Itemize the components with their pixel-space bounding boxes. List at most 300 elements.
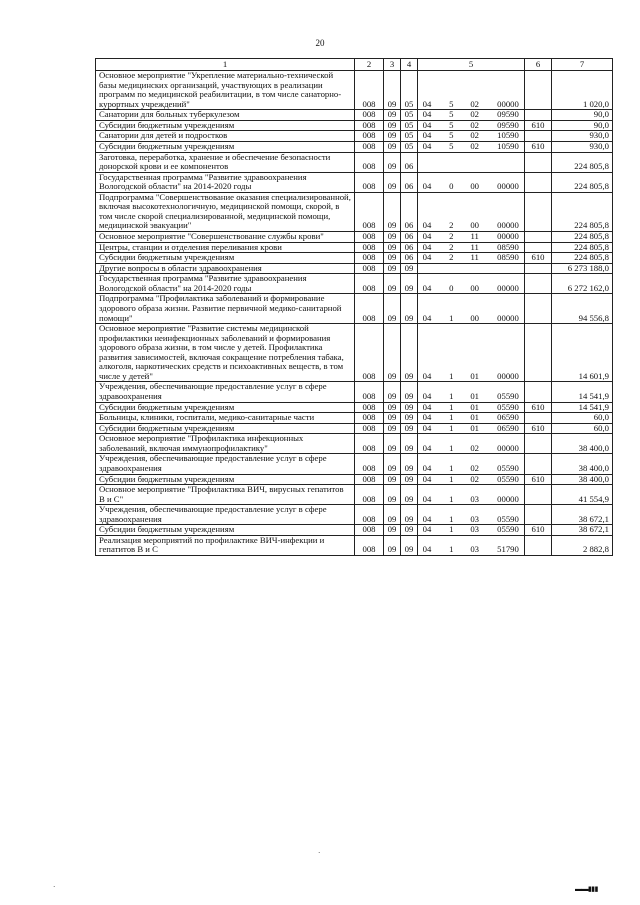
row-expense-type bbox=[525, 324, 552, 382]
row-ministry-code: 008 bbox=[355, 172, 384, 192]
column-header: 7 bbox=[552, 59, 613, 71]
row-expense-type bbox=[525, 192, 552, 231]
target-article-part: 08590 bbox=[497, 242, 519, 252]
row-amount: 94 556,8 bbox=[552, 294, 613, 324]
target-article-part: 1 bbox=[449, 423, 454, 433]
row-ministry-code: 008 bbox=[355, 402, 384, 413]
target-article-part: 1 bbox=[449, 474, 454, 484]
target-article-part: 2 bbox=[449, 220, 454, 231]
target-article-part: 05590 bbox=[497, 402, 519, 412]
row-section-code: 09 bbox=[384, 120, 401, 131]
target-article-part: 00000 bbox=[497, 493, 519, 504]
table-row bbox=[96, 131, 613, 142]
target-article-part: 11 bbox=[470, 252, 479, 263]
target-article-part: 04 bbox=[422, 220, 432, 231]
target-article-part: 1 bbox=[449, 391, 454, 401]
row-name: Учреждения, обеспечивающие предоставление услуг в сфере здравоохранения bbox=[96, 454, 355, 474]
row-target-article bbox=[418, 120, 525, 131]
row-expense-type bbox=[525, 413, 552, 424]
target-article-part: 02 bbox=[470, 130, 479, 141]
row-amount: 14 541,9 bbox=[552, 382, 613, 402]
target-article-part: 01 bbox=[470, 412, 479, 423]
row-name: Больницы, клиники, госпитали, медико-санитарные части bbox=[96, 413, 355, 424]
scan-mark: ▬▬▮▮▮ bbox=[574, 885, 598, 893]
row-name: Основное мероприятие "Профилактика ВИЧ, вирусных гепатитов В и С" bbox=[96, 485, 355, 505]
row-amount: 224 805,8 bbox=[552, 192, 613, 231]
table-row bbox=[96, 274, 613, 294]
table-row bbox=[96, 263, 613, 274]
target-article-part: 1 bbox=[449, 524, 454, 535]
target-article-part: 03 bbox=[470, 493, 479, 504]
row-section-code: 09 bbox=[384, 423, 401, 434]
row-amount: 38 400,0 bbox=[552, 474, 613, 485]
table-row bbox=[96, 434, 613, 454]
target-article-part: 04 bbox=[422, 524, 432, 535]
row-target-article bbox=[418, 402, 525, 413]
row-subsection-code: 06 bbox=[401, 253, 418, 264]
row-amount: 38 672,1 bbox=[552, 525, 613, 536]
row-section-code: 09 bbox=[384, 485, 401, 505]
row-section-code: 09 bbox=[384, 505, 401, 525]
target-article-part: 00000 bbox=[497, 312, 519, 323]
row-ministry-code: 008 bbox=[355, 110, 384, 121]
row-subsection-code: 09 bbox=[401, 263, 418, 274]
row-target-article bbox=[418, 242, 525, 253]
scan-speck: · bbox=[53, 883, 56, 891]
target-article-part: 51790 bbox=[497, 544, 519, 555]
row-section-code: 09 bbox=[384, 402, 401, 413]
row-section-code: 09 bbox=[384, 274, 401, 294]
row-amount: 38 672,1 bbox=[552, 505, 613, 525]
row-section-code: 09 bbox=[384, 172, 401, 192]
row-ministry-code: 008 bbox=[355, 294, 384, 324]
table-row bbox=[96, 172, 613, 192]
row-expense-type bbox=[525, 242, 552, 253]
row-name: Основное мероприятие "Развитие системы медицинской профилактики неинфекционных заболеваний и формирования здорового образа жизни, в том числе у детей. Профилактика развития зависимостей, включая сокращение потребления табака, алкоголя, наркотических средств и психоактивных веществ, в том числе у детей" bbox=[96, 324, 355, 382]
table-row bbox=[96, 423, 613, 434]
target-article-part: 05590 bbox=[497, 513, 519, 524]
target-article-part: 5 bbox=[449, 109, 454, 120]
row-subsection-code: 05 bbox=[401, 131, 418, 142]
target-article-part: 04 bbox=[422, 402, 432, 412]
target-article-part: 04 bbox=[422, 109, 432, 120]
table-row bbox=[96, 192, 613, 231]
target-article-part: 04 bbox=[422, 370, 432, 381]
row-name: Санатории для детей и подростков bbox=[96, 131, 355, 142]
row-ministry-code: 008 bbox=[355, 263, 384, 274]
row-ministry-code: 008 bbox=[355, 253, 384, 264]
table-row bbox=[96, 454, 613, 474]
target-article-part: 09590 bbox=[497, 109, 519, 120]
target-article-part: 1 bbox=[449, 493, 454, 504]
target-article-part: 00000 bbox=[497, 98, 519, 109]
target-article-part: 05590 bbox=[497, 391, 519, 401]
row-amount: 224 805,8 bbox=[552, 232, 613, 243]
row-expense-type: 610 bbox=[525, 253, 552, 264]
target-article-part: 06590 bbox=[497, 423, 519, 433]
target-article-part: 00 bbox=[470, 220, 479, 231]
row-amount: 2 882,8 bbox=[552, 535, 613, 555]
row-name: Субсидии бюджетным учреждениям bbox=[96, 402, 355, 413]
row-name: Центры, станции и отделения переливания крови bbox=[96, 242, 355, 253]
row-name: Основное мероприятие "Укрепление материально-технической базы медицинских организаций, участвующих в реализации программ по медицинской реабилитации, в том числе санаторно-курортных учреждений" bbox=[96, 71, 355, 110]
row-subsection-code: 09 bbox=[401, 474, 418, 485]
target-article-part: 5 bbox=[449, 98, 454, 109]
row-ministry-code: 008 bbox=[355, 434, 384, 454]
column-header: 6 bbox=[525, 59, 552, 71]
target-article-part: 04 bbox=[422, 544, 432, 555]
target-article-part: 1 bbox=[449, 462, 454, 473]
target-article-part: 05590 bbox=[497, 462, 519, 473]
table-row bbox=[96, 525, 613, 536]
target-article-part: 04 bbox=[422, 312, 432, 323]
row-name: Государственная программа "Развитие здравоохранения Вологодской области" на 2014-2020 годы bbox=[96, 274, 355, 294]
row-name: Учреждения, обеспечивающие предоставление услуг в сфере здравоохранения bbox=[96, 382, 355, 402]
row-target-article bbox=[418, 131, 525, 142]
row-name: Субсидии бюджетным учреждениям bbox=[96, 141, 355, 152]
target-article-part: 00 bbox=[470, 181, 479, 192]
row-expense-type: 610 bbox=[525, 525, 552, 536]
target-article-part: 1 bbox=[449, 370, 454, 381]
row-subsection-code: 05 bbox=[401, 141, 418, 152]
table-row bbox=[96, 71, 613, 110]
row-target-article bbox=[418, 152, 525, 172]
row-amount: 224 805,8 bbox=[552, 152, 613, 172]
row-amount: 224 805,8 bbox=[552, 253, 613, 264]
row-target-article bbox=[418, 274, 525, 294]
row-expense-type: 610 bbox=[525, 141, 552, 152]
target-article-part: 5 bbox=[449, 130, 454, 141]
target-article-part: 04 bbox=[422, 120, 432, 130]
row-subsection-code: 06 bbox=[401, 152, 418, 172]
row-amount: 14 601,9 bbox=[552, 324, 613, 382]
row-section-code: 09 bbox=[384, 525, 401, 536]
row-section-code: 09 bbox=[384, 71, 401, 110]
target-article-part: 04 bbox=[422, 242, 432, 252]
row-target-article bbox=[418, 110, 525, 121]
row-section-code: 09 bbox=[384, 474, 401, 485]
row-expense-type bbox=[525, 485, 552, 505]
target-article-part: 02 bbox=[470, 474, 479, 484]
target-article-part: 00000 bbox=[497, 181, 519, 192]
table-row bbox=[96, 294, 613, 324]
row-name: Субсидии бюджетным учреждениям bbox=[96, 423, 355, 434]
row-subsection-code: 09 bbox=[401, 434, 418, 454]
row-amount: 1 020,0 bbox=[552, 71, 613, 110]
target-article-part: 06590 bbox=[497, 412, 519, 423]
row-expense-type bbox=[525, 232, 552, 243]
row-name: Санатории для больных туберкулезом bbox=[96, 110, 355, 121]
table-row bbox=[96, 413, 613, 424]
row-expense-type bbox=[525, 535, 552, 555]
target-article-part: 04 bbox=[422, 493, 432, 504]
target-article-part: 04 bbox=[422, 282, 432, 293]
row-subsection-code: 05 bbox=[401, 110, 418, 121]
target-article-part: 08590 bbox=[497, 252, 519, 263]
table-row bbox=[96, 110, 613, 121]
row-subsection-code: 09 bbox=[401, 423, 418, 434]
row-name: Заготовка, переработка, хранение и обеспечение безопасности донорской крови и ее компонентов bbox=[96, 152, 355, 172]
row-ministry-code: 008 bbox=[355, 535, 384, 555]
row-name: Государственная программа "Развитие здравоохранения Вологодской области" на 2014-2020 годы bbox=[96, 172, 355, 192]
row-target-article bbox=[418, 413, 525, 424]
row-section-code: 09 bbox=[384, 131, 401, 142]
row-name: Подпрограмма "Профилактика заболеваний и формирование здорового образа жизни. Развитие первичной медико-санитарной помощи" bbox=[96, 294, 355, 324]
row-target-article bbox=[418, 485, 525, 505]
target-article-part: 01 bbox=[470, 402, 479, 412]
row-subsection-code: 06 bbox=[401, 172, 418, 192]
column-header: 5 bbox=[418, 59, 525, 71]
target-article-part: 0 bbox=[449, 181, 454, 192]
target-article-part: 02 bbox=[470, 141, 479, 151]
row-section-code: 09 bbox=[384, 324, 401, 382]
row-target-article bbox=[418, 141, 525, 152]
target-article-part: 03 bbox=[470, 524, 479, 535]
row-ministry-code: 008 bbox=[355, 324, 384, 382]
row-name: Субсидии бюджетным учреждениям bbox=[96, 474, 355, 485]
row-amount: 6 273 188,0 bbox=[552, 263, 613, 274]
row-amount: 6 272 162,0 bbox=[552, 274, 613, 294]
row-section-code: 09 bbox=[384, 294, 401, 324]
row-ministry-code: 008 bbox=[355, 120, 384, 131]
row-subsection-code: 06 bbox=[401, 232, 418, 243]
target-article-part: 1 bbox=[449, 544, 454, 555]
row-subsection-code: 05 bbox=[401, 71, 418, 110]
row-subsection-code: 09 bbox=[401, 413, 418, 424]
table-row bbox=[96, 402, 613, 413]
target-article-part: 00000 bbox=[497, 442, 519, 453]
target-article-part: 1 bbox=[449, 412, 454, 423]
row-target-article bbox=[418, 423, 525, 434]
target-article-part: 04 bbox=[422, 181, 432, 192]
target-article-part: 2 bbox=[449, 231, 454, 241]
target-article-part: 5 bbox=[449, 120, 454, 130]
table-row bbox=[96, 382, 613, 402]
table-row bbox=[96, 242, 613, 253]
target-article-part: 01 bbox=[470, 391, 479, 401]
row-target-article bbox=[418, 454, 525, 474]
table-row bbox=[96, 120, 613, 131]
row-subsection-code: 09 bbox=[401, 294, 418, 324]
row-amount: 224 805,8 bbox=[552, 242, 613, 253]
target-article-part: 03 bbox=[470, 513, 479, 524]
row-subsection-code: 09 bbox=[401, 382, 418, 402]
row-subsection-code: 09 bbox=[401, 535, 418, 555]
row-subsection-code: 09 bbox=[401, 454, 418, 474]
target-article-part: 2 bbox=[449, 242, 454, 252]
row-ministry-code: 008 bbox=[355, 423, 384, 434]
target-article-part: 00000 bbox=[497, 370, 519, 381]
row-name: Подпрограмма "Совершенствование оказания специализированной, включая высокотехнологичную, медицинской помощи, скорой, в том числе скорой специализированной, медицинской помощи, медицинской эвакуации" bbox=[96, 192, 355, 231]
row-amount: 60,0 bbox=[552, 423, 613, 434]
row-ministry-code: 008 bbox=[355, 474, 384, 485]
row-section-code: 09 bbox=[384, 152, 401, 172]
target-article-part: 10590 bbox=[497, 141, 519, 151]
target-article-part: 04 bbox=[422, 423, 432, 433]
target-article-part: 04 bbox=[422, 462, 432, 473]
scan-speck: · bbox=[318, 849, 321, 857]
row-target-article bbox=[418, 324, 525, 382]
target-article-part: 09590 bbox=[497, 120, 519, 130]
table-row bbox=[96, 141, 613, 152]
table-row bbox=[96, 324, 613, 382]
target-article-part: 04 bbox=[422, 252, 432, 263]
row-section-code: 09 bbox=[384, 413, 401, 424]
row-expense-type: 610 bbox=[525, 474, 552, 485]
row-target-article bbox=[418, 382, 525, 402]
row-target-article bbox=[418, 505, 525, 525]
row-expense-type bbox=[525, 263, 552, 274]
page-number: 20 bbox=[315, 38, 325, 48]
row-target-article bbox=[418, 434, 525, 454]
target-article-part: 04 bbox=[422, 141, 432, 151]
row-amount: 90,0 bbox=[552, 110, 613, 121]
table-row bbox=[96, 232, 613, 243]
table-row bbox=[96, 535, 613, 555]
target-article-part: 04 bbox=[422, 391, 432, 401]
target-article-part: 04 bbox=[422, 474, 432, 484]
table-row bbox=[96, 474, 613, 485]
target-article-part: 04 bbox=[422, 231, 432, 241]
row-name: Основное мероприятие "Профилактика инфекционных заболеваний, включая иммунопрофилактику" bbox=[96, 434, 355, 454]
row-target-article bbox=[418, 71, 525, 110]
row-expense-type bbox=[525, 131, 552, 142]
target-article-part: 00000 bbox=[497, 220, 519, 231]
row-subsection-code: 06 bbox=[401, 242, 418, 253]
row-target-article bbox=[418, 535, 525, 555]
row-expense-type: 610 bbox=[525, 423, 552, 434]
row-target-article bbox=[418, 474, 525, 485]
column-header: 4 bbox=[401, 59, 418, 71]
row-ministry-code: 008 bbox=[355, 192, 384, 231]
row-section-code: 09 bbox=[384, 434, 401, 454]
row-subsection-code: 09 bbox=[401, 274, 418, 294]
target-article-part: 02 bbox=[470, 98, 479, 109]
row-amount: 38 400,0 bbox=[552, 434, 613, 454]
target-article-part: 04 bbox=[422, 412, 432, 423]
row-section-code: 09 bbox=[384, 382, 401, 402]
row-amount: 930,0 bbox=[552, 141, 613, 152]
target-article-part: 10590 bbox=[497, 130, 519, 141]
target-article-part: 01 bbox=[470, 423, 479, 433]
table-row bbox=[96, 152, 613, 172]
row-name: Реализация мероприятий по профилактике ВИЧ-инфекции и гепатитов В и С bbox=[96, 535, 355, 555]
target-article-part: 04 bbox=[422, 442, 432, 453]
row-name: Субсидии бюджетным учреждениям bbox=[96, 525, 355, 536]
target-article-part: 0 bbox=[449, 282, 454, 293]
row-subsection-code: 09 bbox=[401, 505, 418, 525]
row-expense-type bbox=[525, 152, 552, 172]
row-ministry-code: 008 bbox=[355, 71, 384, 110]
table-row bbox=[96, 485, 613, 505]
target-article-part: 11 bbox=[470, 231, 479, 241]
row-section-code: 09 bbox=[384, 253, 401, 264]
row-subsection-code: 06 bbox=[401, 192, 418, 231]
row-expense-type bbox=[525, 454, 552, 474]
row-amount: 41 554,9 bbox=[552, 485, 613, 505]
row-section-code: 09 bbox=[384, 110, 401, 121]
row-section-code: 09 bbox=[384, 535, 401, 555]
row-section-code: 09 bbox=[384, 263, 401, 274]
row-subsection-code: 09 bbox=[401, 485, 418, 505]
target-article-part: 1 bbox=[449, 312, 454, 323]
target-article-part: 04 bbox=[422, 98, 432, 109]
row-amount: 930,0 bbox=[552, 131, 613, 142]
row-target-article bbox=[418, 253, 525, 264]
target-article-part: 01 bbox=[470, 370, 479, 381]
row-ministry-code: 008 bbox=[355, 274, 384, 294]
target-article-part: 2 bbox=[449, 252, 454, 263]
row-ministry-code: 008 bbox=[355, 454, 384, 474]
target-article-part: 00000 bbox=[497, 282, 519, 293]
target-article-part: 05590 bbox=[497, 524, 519, 535]
table-row bbox=[96, 253, 613, 264]
row-name: Основное мероприятие "Совершенствование службы крови" bbox=[96, 232, 355, 243]
target-article-part: 04 bbox=[422, 513, 432, 524]
row-amount: 90,0 bbox=[552, 120, 613, 131]
row-name: Другие вопросы в области здравоохранения bbox=[96, 263, 355, 274]
row-target-article bbox=[418, 192, 525, 231]
row-ministry-code: 008 bbox=[355, 152, 384, 172]
row-amount: 38 400,0 bbox=[552, 454, 613, 474]
row-ministry-code: 008 bbox=[355, 232, 384, 243]
row-expense-type bbox=[525, 274, 552, 294]
row-target-article bbox=[418, 263, 525, 274]
row-ministry-code: 008 bbox=[355, 485, 384, 505]
row-name: Субсидии бюджетным учреждениям bbox=[96, 120, 355, 131]
target-article-part: 1 bbox=[449, 402, 454, 412]
row-section-code: 09 bbox=[384, 192, 401, 231]
row-ministry-code: 008 bbox=[355, 141, 384, 152]
column-header: 3 bbox=[384, 59, 401, 71]
row-expense-type bbox=[525, 505, 552, 525]
row-target-article bbox=[418, 525, 525, 536]
table-header-row bbox=[96, 59, 613, 71]
row-name: Учреждения, обеспечивающие предоставление услуг в сфере здравоохранения bbox=[96, 505, 355, 525]
target-article-part: 03 bbox=[470, 544, 479, 555]
table-body bbox=[96, 71, 613, 556]
row-name: Субсидии бюджетным учреждениям bbox=[96, 253, 355, 264]
row-expense-type bbox=[525, 294, 552, 324]
row-amount: 224 805,8 bbox=[552, 172, 613, 192]
row-section-code: 09 bbox=[384, 454, 401, 474]
row-amount: 14 541,9 bbox=[552, 402, 613, 413]
target-article-part: 02 bbox=[470, 120, 479, 130]
row-subsection-code: 09 bbox=[401, 402, 418, 413]
target-article-part: 5 bbox=[449, 141, 454, 151]
row-expense-type bbox=[525, 71, 552, 110]
row-ministry-code: 008 bbox=[355, 131, 384, 142]
row-target-article bbox=[418, 232, 525, 243]
target-article-part: 11 bbox=[470, 242, 479, 252]
target-article-part: 02 bbox=[470, 462, 479, 473]
row-subsection-code: 09 bbox=[401, 324, 418, 382]
budget-table bbox=[95, 58, 613, 556]
row-ministry-code: 008 bbox=[355, 382, 384, 402]
row-section-code: 09 bbox=[384, 242, 401, 253]
column-header: 2 bbox=[355, 59, 384, 71]
row-expense-type bbox=[525, 382, 552, 402]
row-ministry-code: 008 bbox=[355, 525, 384, 536]
row-expense-type: 610 bbox=[525, 402, 552, 413]
target-article-part: 02 bbox=[470, 109, 479, 120]
target-article-part: 1 bbox=[449, 513, 454, 524]
target-article-part: 00 bbox=[470, 282, 479, 293]
target-article-part: 00 bbox=[470, 312, 479, 323]
row-subsection-code: 09 bbox=[401, 525, 418, 536]
target-article-part: 1 bbox=[449, 442, 454, 453]
row-ministry-code: 008 bbox=[355, 242, 384, 253]
